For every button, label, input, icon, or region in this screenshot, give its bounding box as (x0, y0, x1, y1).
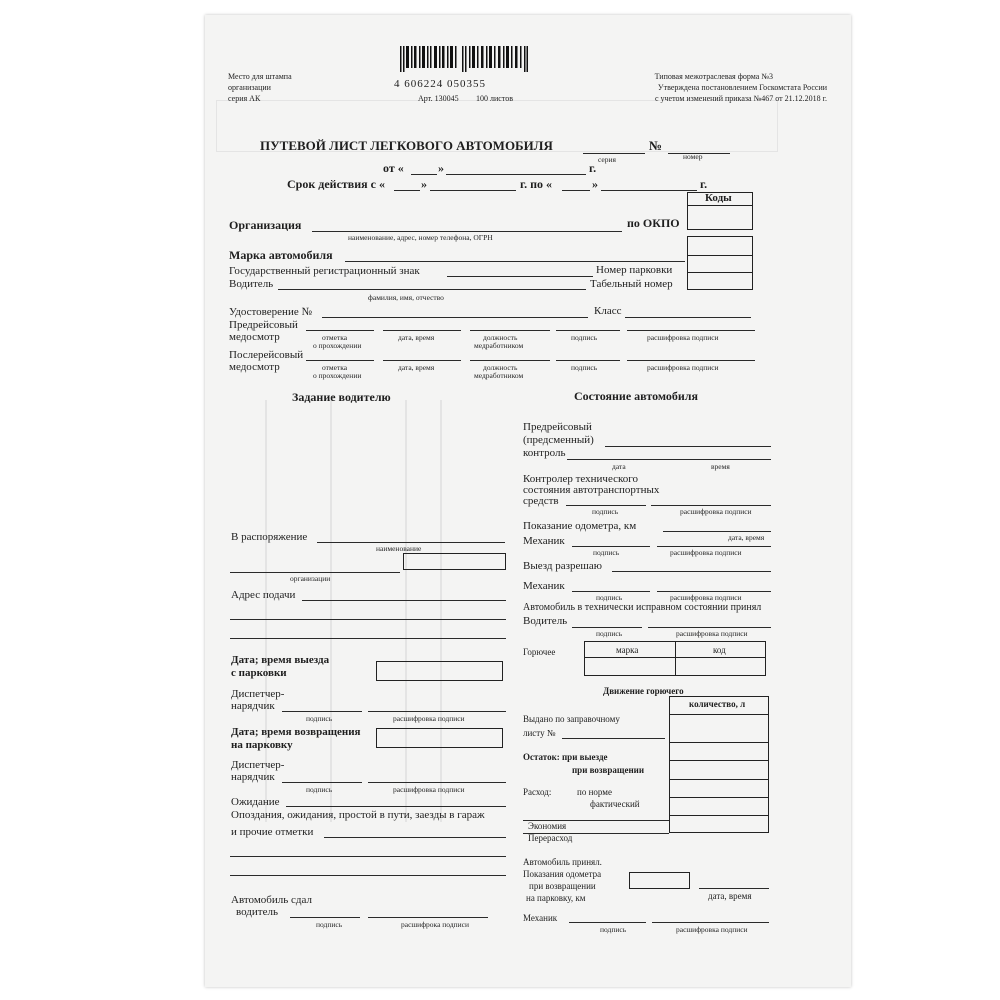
departure-label-2: с парковки (231, 667, 287, 679)
mechanic-decoding-field-2[interactable] (657, 591, 771, 592)
address-field-3[interactable] (230, 638, 506, 639)
fuel-quantity-row (669, 742, 769, 743)
handed-decoding-field[interactable] (368, 917, 488, 918)
validity-to-label: г. по « (520, 177, 553, 191)
page-title: ПУТЕВОЙ ЛИСТ ЛЕГКОВОГО АВТОМОБИЛЯ (260, 138, 553, 153)
post-cap-decoding: расшифровка подписи (647, 363, 719, 372)
pre-cap-mark-2: о прохождении (313, 341, 362, 350)
date-from-close: » (438, 161, 444, 175)
fuel-quantity-table (669, 696, 769, 833)
article-number: Арт. 130045 (418, 94, 459, 103)
mechanic-decoding-caption-1: расшифровка подписи (670, 548, 742, 557)
series-caption: серия (598, 155, 616, 164)
address-field-1[interactable] (302, 600, 506, 601)
pre-position-field[interactable] (470, 330, 550, 331)
codes-divider (687, 272, 753, 273)
address-field-2[interactable] (230, 619, 506, 620)
handed-label-1: Автомобиль сдал (231, 894, 312, 906)
controller-label-2: состояния автотранспортных (523, 484, 660, 496)
fuel-label: Горючее (523, 647, 556, 657)
precheck-field-1[interactable] (605, 446, 771, 447)
state-driver-decoding-field[interactable] (648, 627, 771, 628)
back-ghost-line (405, 400, 407, 822)
waiting-field[interactable] (286, 806, 506, 807)
barcode-image (400, 46, 528, 72)
class-field[interactable] (625, 317, 751, 318)
odometer-field[interactable] (663, 531, 771, 532)
dispatcher-label-1: Диспетчер- (231, 688, 285, 700)
organization-caption: наименование, адрес, номер телефона, ОГРН (348, 233, 493, 242)
pre-mark-field[interactable] (306, 330, 374, 331)
number-sign: № (649, 138, 663, 153)
issued-number-field[interactable] (562, 738, 665, 739)
receipt-odometer-label-3: на парковку, км (526, 893, 586, 903)
fuel-quantity-row (669, 815, 769, 816)
license-field[interactable] (322, 317, 588, 318)
receipt-mechanic-signature-field[interactable] (569, 922, 646, 923)
precheck-date-caption: дата (612, 462, 626, 471)
handed-signature-caption: подпись (316, 920, 343, 929)
back-ghost-line (440, 400, 442, 822)
validity-from-month-field[interactable] (430, 190, 516, 191)
barcode-number: 4 606224 050355 (394, 78, 486, 90)
post-cap-signature: подпись (571, 363, 598, 372)
dispatcher-label-2: нарядчик (231, 700, 275, 712)
form-line-2: Утверждена постановлением Госкомстата России (657, 83, 827, 92)
fuel-table-divider (584, 657, 766, 658)
car-brand-field[interactable] (345, 261, 685, 262)
fuel-quantity-row (669, 797, 769, 798)
receipt-odometer-label-2: при возвращении (529, 881, 596, 891)
controller-signature-caption: подпись (592, 507, 619, 516)
address-label: Адрес подачи (231, 589, 296, 601)
precheck-label-1: Предрейсовый (523, 421, 592, 433)
organization-field[interactable] (312, 231, 622, 232)
codes-divider (687, 205, 753, 206)
codes-divider (687, 255, 753, 256)
dispatcher2-decoding-caption: расшифровка подписи (393, 785, 465, 794)
fuel-code-header: код (713, 645, 726, 655)
dispatcher-decoding-field[interactable] (368, 711, 506, 712)
return-label-1: Дата; время возвращения (231, 726, 361, 738)
disposal-caption: наименование (376, 544, 422, 553)
pre-signature-field[interactable] (556, 330, 620, 331)
departure-datetime-box[interactable] (376, 661, 503, 681)
state-driver-signature-field[interactable] (572, 627, 642, 628)
form-line-1: Типовая межотраслевая форма №3 (654, 72, 773, 81)
driver-field[interactable] (278, 289, 586, 290)
waiting-label: Ожидание (231, 796, 280, 808)
sheet-count: 100 листов (476, 94, 513, 103)
disposal-field[interactable] (317, 542, 505, 543)
mechanic-label-1: Механик (523, 535, 565, 547)
mechanic-datetime-caption: дата, время (728, 533, 765, 542)
okpo-label: по ОКПО (627, 216, 680, 230)
pre-cap-mark-1: отметка (322, 333, 348, 342)
overrun-label: Перерасход (528, 833, 573, 843)
dispatcher-decoding-caption: расшифровка подписи (393, 714, 465, 723)
exit-allowed-field[interactable] (612, 571, 771, 572)
pre-cap-position-2: медработником (474, 341, 524, 350)
other-marks-label: и прочие отметки (231, 826, 314, 838)
consumption-label: Расход: (523, 787, 552, 797)
controller-decoding-caption: расшифровка подписи (680, 507, 752, 516)
series-field[interactable] (583, 153, 645, 154)
fuel-quantity-row (669, 714, 769, 715)
post-signature-field[interactable] (556, 360, 620, 361)
other-marks-field-1[interactable] (324, 837, 506, 838)
driver-caption: фамилия, имя, отчество (368, 293, 444, 302)
receipt-mechanic-label: Механик (523, 913, 558, 923)
other-marks-field-3[interactable] (230, 875, 506, 876)
receipt-odometer-box[interactable] (629, 872, 690, 889)
precheck-label-3: контроль (523, 447, 566, 459)
mechanic-signature-caption-2: подпись (596, 593, 623, 602)
dispatcher2-signature-field[interactable] (282, 782, 362, 783)
reg-plate-label: Государственный регистрационный знак (229, 265, 420, 277)
post-cap-position-1: должность (483, 363, 518, 372)
form-line-3: с учетом изменений приказа №467 от 21.12.2018 г. (654, 94, 827, 103)
remainder-at-return: при возвращении (572, 765, 645, 775)
controller-signature-field[interactable] (566, 505, 646, 506)
parking-number-label: Номер парковки (596, 264, 673, 276)
validity-label: Срок действия с « (287, 177, 385, 191)
receipt-signature-caption: подпись (600, 925, 627, 934)
state-driver-decoding-caption: расшифровка подписи (676, 629, 748, 638)
dispatcher2-label-2: нарядчик (231, 771, 275, 783)
handed-label-2: водитель (236, 906, 278, 918)
validity-close-1: » (421, 177, 427, 191)
stamp-line-1: Место для штампа (228, 72, 292, 81)
state-driver-signature-caption: подпись (596, 629, 623, 638)
handed-decoding-caption: расшифрока подписи (401, 920, 470, 929)
controller-label-3: средств (523, 495, 559, 507)
post-datetime-field[interactable] (383, 360, 461, 361)
mechanic-decoding-caption-2: расшифровка подписи (670, 593, 742, 602)
fuel-quantity-row (669, 779, 769, 780)
car-brand-label: Марка автомобиля (229, 248, 333, 262)
dispatcher-signature-caption: подпись (306, 714, 333, 723)
date-from-label: от « (383, 161, 404, 175)
codes-box-lower (687, 236, 753, 290)
post-decoding-field[interactable] (627, 360, 755, 361)
task-section-title: Задание водителю (292, 390, 391, 404)
codes-label: Коды (705, 192, 732, 204)
back-ghost-line (330, 400, 332, 822)
post-position-field[interactable] (470, 360, 550, 361)
license-label: Удостоверение № (229, 306, 312, 318)
dispatcher2-decoding-field[interactable] (368, 782, 506, 783)
consumption-by-norm: по норме (577, 787, 612, 797)
validity-close-2: » (592, 177, 598, 191)
precheck-time-caption: время (711, 462, 730, 471)
odometer-label: Показание одометра, км (523, 520, 637, 532)
return-label-2: на парковку (231, 739, 293, 751)
mechanic-signature-field-1[interactable] (572, 546, 650, 547)
disposal-label: В распоряжение (231, 531, 308, 543)
pre-medical-label-1: Предрейсовый (229, 319, 298, 331)
post-cap-position-2: медработником (474, 371, 524, 380)
fuel-quantity-row (669, 760, 769, 761)
pre-cap-decoding: расшифровка подписи (647, 333, 719, 342)
mechanic-decoding-field-1[interactable] (657, 546, 771, 547)
fuel-movement-title: Движение горючего (603, 686, 684, 696)
fuel-table-divider (675, 641, 676, 676)
org-caption: организации (290, 574, 331, 583)
remainder-at-exit: при выезде (562, 752, 608, 762)
driver-label: Водитель (229, 278, 274, 290)
other-marks-field-2[interactable] (230, 856, 506, 857)
dispatcher2-label-1: Диспетчер- (231, 759, 285, 771)
controller-label-1: Контролер технического (523, 473, 639, 485)
pre-cap-signature: подпись (571, 333, 598, 342)
delays-label: Опоздания, ожидания, простой в пути, заезды в гараж (231, 809, 485, 821)
mechanic-label-2: Механик (523, 580, 565, 592)
mechanic-signature-field-2[interactable] (572, 591, 650, 592)
receipt-odometer-label-1: Показания одометра (523, 869, 602, 879)
precheck-field-2[interactable] (567, 459, 771, 460)
handed-signature-field[interactable] (290, 917, 360, 918)
accepted-state-label: Автомобиль в технически исправном состоянии принял (523, 602, 762, 613)
pre-datetime-field[interactable] (383, 330, 461, 331)
consumption-actual: фактический (590, 799, 640, 809)
economy-label: Экономия (528, 821, 567, 831)
post-mark-field[interactable] (306, 360, 374, 361)
tab-number-label: Табельный номер (590, 278, 673, 290)
stamp-line-2: организации (228, 83, 271, 92)
pre-decoding-field[interactable] (627, 330, 755, 331)
receipt-decoding-caption: расшифровка подписи (676, 925, 748, 934)
post-medical-label-2: медосмотр (229, 361, 280, 373)
validity-to-day-field[interactable] (562, 190, 590, 191)
stamp-line-3: серия АК (228, 94, 261, 103)
post-cap-mark-2: о прохождении (313, 371, 362, 380)
organization-label: Организация (229, 218, 302, 232)
departure-label-1: Дата; время выезда (231, 654, 330, 666)
controller-decoding-field[interactable] (651, 505, 771, 506)
validity-to-month-field[interactable] (601, 190, 697, 191)
validity-g-end: г. (700, 177, 708, 191)
receipt-datetime-field[interactable] (699, 888, 769, 889)
state-driver-label: Водитель (523, 615, 568, 627)
precheck-label-2: (предсменный) (523, 434, 594, 446)
mechanic-signature-caption-1: подпись (593, 548, 620, 557)
pre-cap-datetime: дата, время (398, 333, 435, 342)
dispatcher-signature-field[interactable] (282, 711, 362, 712)
dispatcher2-signature-caption: подпись (306, 785, 333, 794)
post-cap-datetime: дата, время (398, 363, 435, 372)
exit-allowed-label: Выезд разрешаю (523, 560, 602, 572)
state-section-title: Состояние автомобиля (574, 389, 698, 403)
date-day-field[interactable] (411, 174, 437, 175)
receipt-mechanic-decoding-field[interactable] (652, 922, 769, 923)
validity-from-day-field[interactable] (394, 190, 420, 191)
fuel-brand-header: марка (616, 645, 639, 655)
receipt-datetime-caption: дата, время (708, 891, 752, 901)
post-medical-label-1: Послерейсовый (229, 349, 304, 361)
issued-label-1: Выдано по заправочному (523, 714, 620, 724)
reg-plate-field[interactable] (447, 276, 593, 277)
pre-medical-label-2: медосмотр (229, 331, 280, 343)
issued-label-2: листу № (523, 728, 556, 738)
remainder-label: Остаток: (523, 752, 560, 762)
fuel-quantity-header: количество, л (689, 699, 746, 709)
receipt-accepted-label: Автомобиль принял. (523, 857, 602, 867)
pre-cap-position-1: должность (483, 333, 518, 342)
disposal-code-box[interactable] (403, 553, 506, 570)
post-cap-mark-1: отметка (322, 363, 348, 372)
disposal-field-2[interactable] (230, 572, 400, 573)
date-month-field[interactable] (446, 174, 586, 175)
class-label: Класс (594, 305, 622, 317)
date-g: г. (589, 161, 597, 175)
number-caption: номер (683, 152, 703, 161)
return-datetime-box[interactable] (376, 728, 503, 748)
